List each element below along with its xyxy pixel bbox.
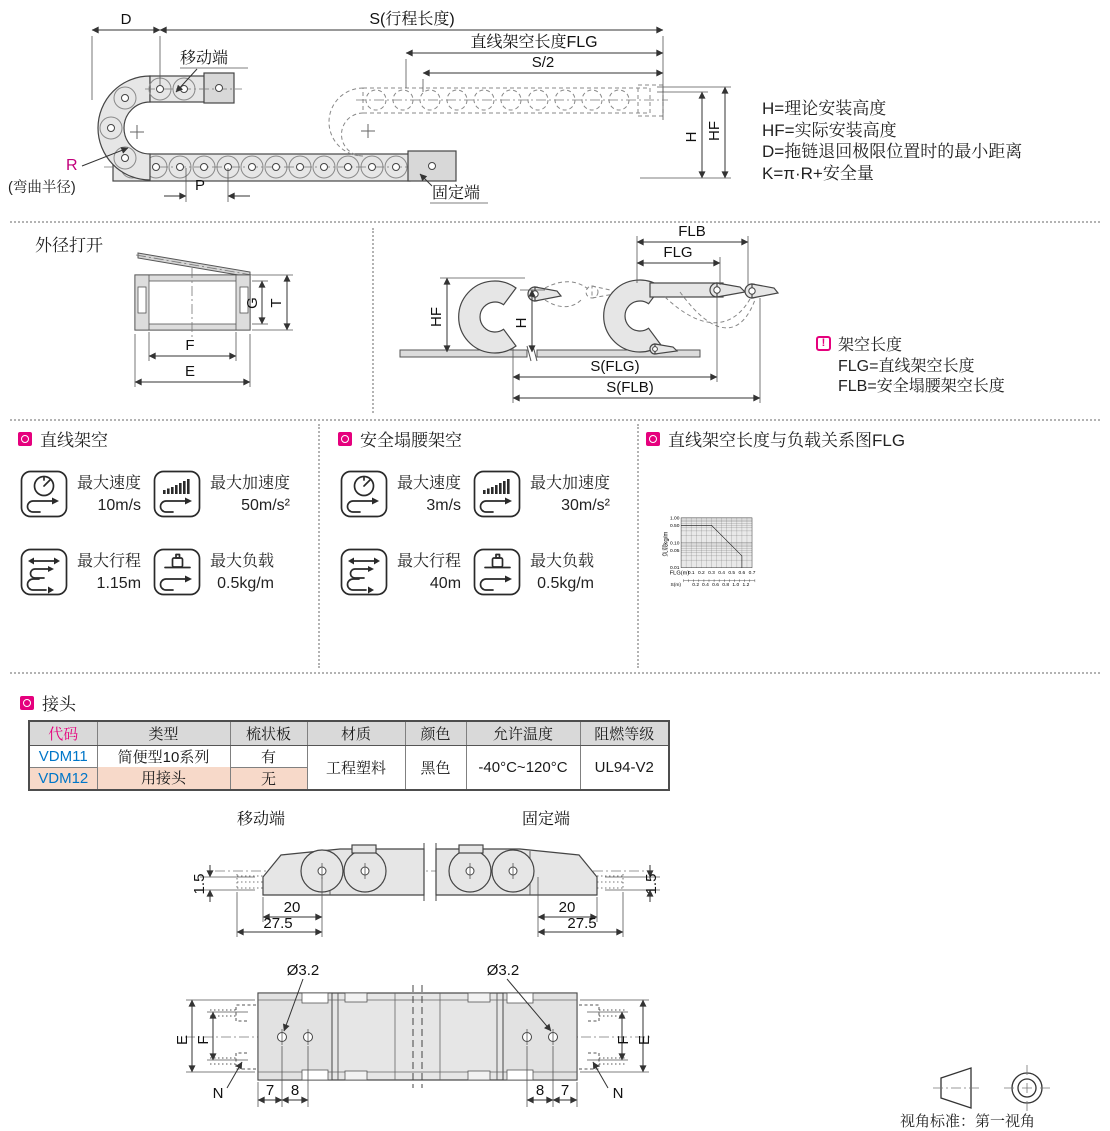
- col-header-material: 材质: [307, 721, 405, 745]
- warning-icon: !: [816, 336, 831, 351]
- dim-e-right: E: [636, 1034, 653, 1046]
- aerial-dimensions: [440, 236, 760, 403]
- aerial-note-title: 架空长度: [838, 337, 903, 354]
- dim-20-right: 20: [558, 899, 576, 916]
- spec-max-speed-sag: 最大速度 3m/s: [340, 470, 461, 518]
- y-tick: 0.10: [669, 541, 680, 547]
- max-speed-icon: [20, 470, 68, 518]
- material-value: 工程塑料: [307, 745, 405, 790]
- fixed-end-label: 固定端: [432, 185, 481, 202]
- separator: [637, 424, 639, 668]
- connector-section-header: 接头: [20, 690, 76, 715]
- side-view: [215, 843, 645, 901]
- legend-line: HF=实际安装高度: [762, 120, 897, 140]
- col-header-flame: 阻燃等级: [580, 721, 669, 745]
- legend-line: K=π·R+安全量: [762, 163, 874, 183]
- y-tick: 0.50: [669, 524, 680, 530]
- dim-27p5-left: 27.5: [263, 915, 293, 932]
- spec-max-load-sag: 最大负载 0.5kg/m: [473, 548, 594, 596]
- connector-drawings: [0, 805, 1110, 1131]
- spec-max-travel-sag: 最大行程 40m: [340, 548, 461, 596]
- section-bullet-icon: [646, 432, 660, 446]
- dim-label-flg2: FLG: [663, 244, 693, 261]
- section-bullet-icon: [20, 696, 34, 710]
- dim-label-s-flb: S(FLB): [606, 379, 654, 396]
- section-bullet-icon: [338, 432, 352, 446]
- hole-dia-left: Ø3.2: [286, 962, 320, 979]
- section-bullet-icon: [18, 432, 32, 446]
- spec-max-speed: 最大速度 10m/s: [20, 470, 141, 518]
- part-type: 用接头: [97, 767, 230, 790]
- s-tick: 1.0: [732, 582, 740, 588]
- drawing-moving-end-label: 移动端: [237, 811, 286, 828]
- legend-line: H=理论安装高度: [762, 99, 887, 118]
- y-tick: 0.01: [669, 565, 680, 571]
- s-tick: 1.2: [742, 582, 750, 588]
- y-tick: 0.05: [669, 548, 680, 554]
- spec-max-load: 最大负载 0.5kg/m: [153, 548, 274, 596]
- dim-f-left: F: [195, 1035, 212, 1045]
- dim-label-s-half: S/2: [531, 54, 555, 71]
- dim-label-h2: H: [513, 317, 530, 329]
- dim-7-right: 7: [560, 1082, 570, 1099]
- dim-label-r: R: [66, 157, 78, 174]
- dim-label-p: P: [194, 177, 206, 194]
- dim-8-right: 8: [535, 1082, 545, 1099]
- aerial-note-line: FLB=安全塌腰架空长度: [838, 378, 1005, 395]
- table-header-row: [29, 721, 669, 745]
- color-value: 黑色: [405, 745, 466, 790]
- s-tick: 0.8: [722, 582, 730, 588]
- x-tick: 0.7: [748, 571, 756, 577]
- part-code: VDM12: [29, 767, 97, 790]
- hole-dia-right: Ø3.2: [486, 962, 520, 979]
- dim-label-flg: 直线架空长度FLG: [470, 34, 598, 51]
- max-acceleration-icon: [473, 470, 521, 518]
- chain-bend: [98, 76, 150, 180]
- spec-max-acceleration: 最大加速度 50m/s²: [153, 470, 290, 518]
- s-tick: 0.6: [712, 582, 719, 588]
- x-axis-label: FLG(m): [669, 570, 690, 577]
- drawing-fixed-end-label: 固定端: [522, 811, 571, 828]
- moving-end-label: 移动端: [180, 50, 229, 67]
- x-tick: 0.4: [718, 571, 726, 577]
- linear-aerial-section-header: 直线架空: [18, 426, 108, 451]
- max-speed-icon: [340, 470, 388, 518]
- dim-1p5-left: 1.5: [191, 873, 208, 895]
- dim-label-d: D: [120, 11, 132, 28]
- x-tick: 0.3: [708, 571, 715, 577]
- dim-27p5-right: 27.5: [567, 915, 597, 932]
- temp-range-value: -40°C~120°C: [466, 745, 580, 790]
- part-type: 简便型10系列: [97, 745, 230, 767]
- view-standard-label: 视角标准：第一视角: [900, 1113, 1036, 1130]
- aerial-diagram: [400, 280, 778, 361]
- dim-n-right: N: [612, 1085, 624, 1102]
- aerial-note-line: FLG=直线架空长度: [838, 358, 975, 375]
- max-load-icon: [473, 548, 521, 596]
- s-tick: 0.2: [692, 582, 700, 588]
- col-header-code: 代码: [29, 721, 97, 745]
- dim-7-left: 7: [265, 1082, 275, 1099]
- aerial-note: [816, 332, 1005, 397]
- top-view: [185, 985, 652, 1088]
- flame-rating-value: UL94-V2: [580, 745, 669, 790]
- spec-max-travel: 最大行程 1.15m: [20, 548, 141, 596]
- s-axis-label: S(m): [670, 582, 682, 588]
- open-profile-title: 外径打开: [35, 236, 103, 255]
- first-angle-projection-icon: [933, 1065, 1050, 1111]
- dim-label-hf: HF: [706, 121, 723, 141]
- separator: [10, 672, 1100, 674]
- sag-aerial-section-header: 安全塌腰架空: [338, 426, 462, 451]
- col-header-color: 颜色: [405, 721, 466, 745]
- x-tick: 0.6: [738, 571, 746, 577]
- dim-label-s-flg: S(FLG): [590, 358, 640, 375]
- chart-section-header: 直线架空长度与负载关系图FLG: [646, 426, 905, 451]
- comb-plate-value: 无: [230, 767, 307, 790]
- dim-label-flb: FLB: [678, 225, 706, 240]
- cross-section: [135, 253, 252, 337]
- comb-plate-value: 有: [230, 745, 307, 767]
- max-acceleration-icon: [153, 470, 201, 518]
- dim-label-h: H: [683, 131, 700, 143]
- dim-label-e: E: [184, 363, 196, 380]
- dim-f-right: F: [615, 1035, 632, 1045]
- chain-extended-phantom: [329, 85, 668, 156]
- max-load-icon: [153, 548, 201, 596]
- max-travel-icon: [340, 548, 388, 596]
- x-tick: 0.5: [728, 571, 736, 577]
- installation-legend: [762, 98, 1022, 184]
- dim-n-left: N: [212, 1085, 224, 1102]
- connector-table: [28, 720, 670, 791]
- x-tick: 0.2: [697, 571, 705, 577]
- part-code: VDM11: [29, 745, 97, 767]
- dim-8-left: 8: [290, 1082, 300, 1099]
- spec-max-acceleration-sag: 最大加速度 30m/s²: [473, 470, 610, 518]
- center-mark: [130, 124, 375, 139]
- y-tick: 1.00: [669, 516, 680, 522]
- y-axis-label: 负载kg/m: [662, 531, 670, 557]
- separator: [10, 419, 1100, 421]
- dim-label-f: F: [185, 337, 195, 354]
- dim-1p5-right: 1.5: [643, 873, 660, 895]
- load-chart: [660, 450, 1110, 655]
- s-tick: 0.4: [702, 582, 709, 588]
- dim-label-r-note: (弯曲半径): [8, 180, 76, 196]
- table-row: [29, 745, 669, 767]
- dim-label-t: T: [268, 298, 285, 308]
- dim-label-g: G: [244, 297, 261, 309]
- col-header-type: 类型: [97, 721, 230, 745]
- col-header-temp: 允许温度: [466, 721, 580, 745]
- separator: [10, 221, 1100, 223]
- dim-label-s: S(行程长度): [369, 11, 455, 28]
- separator: [318, 424, 320, 668]
- x-tick: 0.1: [687, 571, 695, 577]
- dim-e-left: E: [174, 1034, 191, 1046]
- dim-label-hf2: HF: [428, 307, 445, 327]
- max-travel-icon: [20, 548, 68, 596]
- col-header-comb: 梳状板: [230, 721, 307, 745]
- legend-line: D=拖链退回极限位置时的最小距离: [762, 142, 1023, 161]
- dim-20-left: 20: [283, 899, 301, 916]
